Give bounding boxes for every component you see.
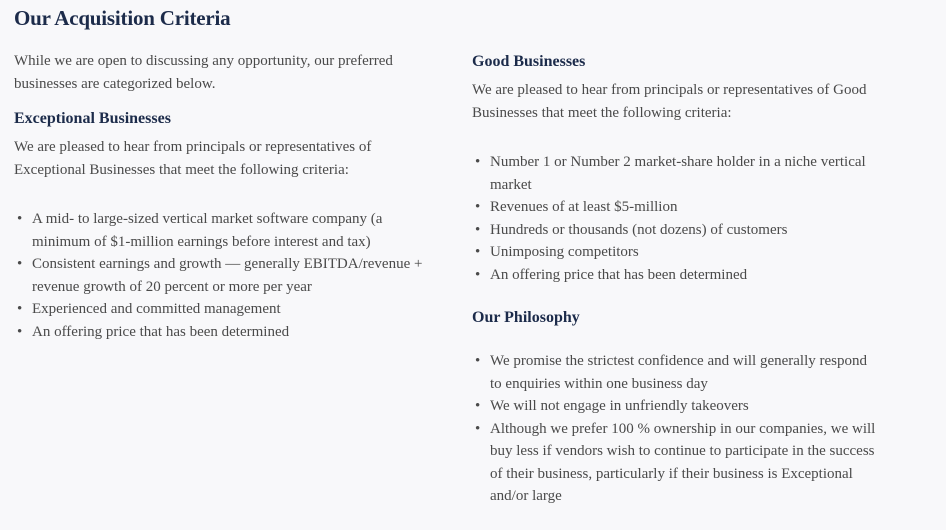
bullet-icon: • [475,353,481,369]
philosophy-list [472,350,877,508]
bullet-icon: • [475,199,481,215]
philosophy-heading: Our Philosophy [472,309,580,326]
exceptional-heading: Exceptional Businesses [14,110,171,127]
bullet-icon: • [475,154,481,170]
bullet-icon: • [17,301,23,317]
list-item: • Experienced and committed management [14,298,434,321]
list-item: • Although we prefer 100 % ownership in our companies, we will buy less if vendors wish to continue to participate in the success of their business, particularly if their business is Exceptional and/or large [472,418,877,508]
list-item: • Consistent earnings and growth — generally EBITDA/revenue + revenue growth of 20 percent or more per year [14,253,434,298]
bullet-icon: • [17,211,23,227]
page-title: Our Acquisition Criteria [14,6,231,30]
intro-text: While we are open to discussing any opportunity, our preferred businesses are categorized below. [14,53,393,92]
list-item: • Hundreds or thousands (not dozens) of customers [472,219,877,242]
bullet-icon: • [475,420,481,437]
bullet-icon: • [17,256,23,272]
bullet-icon: • [17,323,23,340]
exceptional-description: We are pleased to hear from principals or representatives of Exceptional Businesses that meet the following criteria: [14,139,372,178]
bullet-icon: • [475,244,481,260]
list-item: • We promise the strictest confidence and will generally respond to enquiries within one business day [472,350,877,395]
list-item: • We will not engage in unfriendly takeovers [472,395,877,418]
list-item: • Unimposing competitors [472,241,877,264]
list-item: • Number 1 or Number 2 market-share holder in a niche vertical market [472,151,877,196]
exceptional-criteria-list [14,208,434,343]
good-description: We are pleased to hear from principals or representatives of Good Businesses that meet the following criteria: [472,82,867,121]
bullet-icon: • [475,398,481,414]
list-item: • An offering price that has been determined [14,321,434,344]
bullet-icon: • [475,221,481,238]
bullet-icon: • [475,266,481,283]
list-item: • An offering price that has been determined [472,264,877,287]
list-item: • Revenues of at least $5-million [472,196,877,219]
list-item: • A mid- to large-sized vertical market software company (a minimum of $1-million earnings before interest and tax) [14,208,434,253]
good-heading: Good Businesses [472,53,586,70]
good-criteria-list [472,151,877,286]
